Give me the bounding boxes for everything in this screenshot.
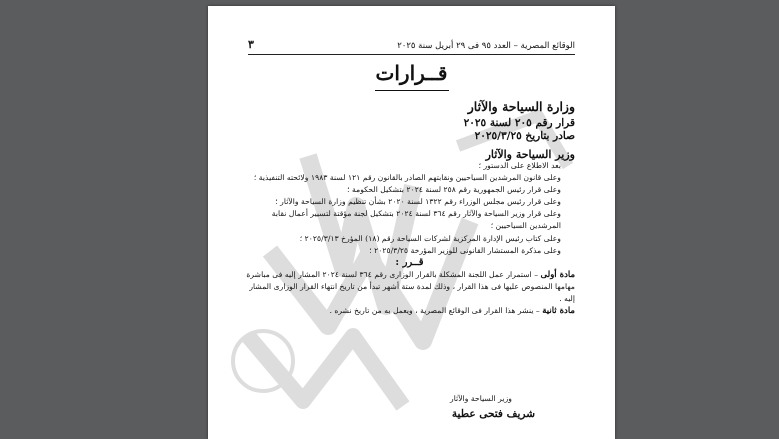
preamble-clause: وعلى مذكرة المستشار القانونى للوزير المؤرخة ٢٠٢٥/٣/٢٥ ؛ [369,245,561,255]
preamble-clause: وعلى قانون المرشدين السياحيين ونقابتهم الصادر بالقانون رقم ١٢١ لسنة ١٩٨٣ ولائحته التنفيذية ؛ [253,173,561,183]
page-number: ٣ [248,38,254,51]
preamble-clause: وعلى قرار رئيس مجلس الوزراء رقم ١٣٢٢ لسنة ٢٠٢٠ بشأن تنظيم وزارة السياحة والآثار ؛ [275,197,561,207]
running-title: الوقائع المصرية – العدد ٩٥ فى ٢٩ أبريل سنة ٢٠٢٥ [397,41,575,51]
preamble-clause: بعد الاطلاع على الدستور ؛ [478,161,561,170]
article-label: مادة أولى [540,269,575,280]
ministry-name: وزارة السياحة والآثار [467,99,575,114]
article-first [244,269,575,305]
preamble-clause: وعلى قرار وزير السياحة والآثار رقم ٣٦٤ لسنة ٢٠٢٤ بتشكيل لجنة مؤقتة لتسيير أعمال نقابة المرشدين السياحيين ؛ [271,209,561,231]
article-label: مادة ثانية [542,306,575,317]
section-title-underline [375,90,449,91]
decree-body [244,160,575,317]
signatory-role: وزير السياحة والآثار [450,394,512,403]
decides-heading: قــرر : [395,256,424,268]
section-title: قــرارات [375,61,448,85]
decree-date: صادر بتاريخ ٢٠٢٥/٣/٢٥ [474,130,575,142]
issuer-title: وزير السياحة والآثار [485,148,575,161]
signatory-name: شريف فتحى عطية [451,408,535,420]
running-header [248,40,575,55]
preamble-clause: وعلى كتاب رئيس الإدارة المركزية لشركات السياحة رقم (١٨) المؤرخ ٢٠٢٥/٣/١٣ ؛ [299,233,561,243]
article-second [244,305,575,317]
preamble-clause: وعلى قرار رئيس الجمهورية رقم ٢٥٨ لسنة ٢٠٢٤ بتشكيل الحكومة ؛ [347,185,561,195]
article-text: – استمرار عمل اللجنة المشكلة بالقرار الوزارى رقم ٣٦٤ لسنة ٢٠٢٤ المشار إليه فى مباشرة مهامها المنصوص عليها فى هذا القرار ، وذلك لمدة ستة أشهر تبدأ من تاريخ انتهاء القرار الوزارى المشار إليه . [246,269,575,304]
decree-number: قرار رقم ٢٠٥ لسنة ٢٠٢٥ [463,117,575,129]
document-page[interactable] [208,6,615,439]
article-text: – ينشر هذا القرار فى الوقائع المصرية ، ويعمل به من تاريخ نشره . [329,306,543,316]
